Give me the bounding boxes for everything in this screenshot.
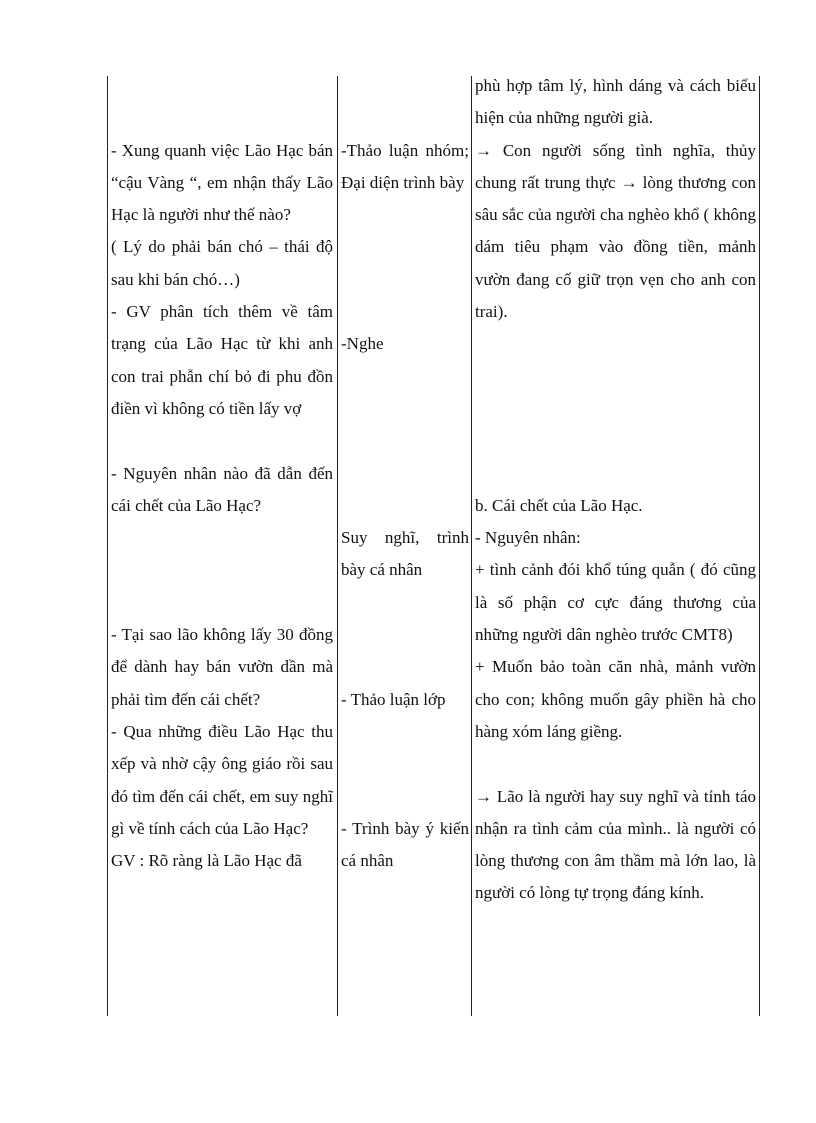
table-divider-2 xyxy=(471,76,472,1016)
activity-individual-think: Suy nghĩ, trình bày cá nhân xyxy=(341,528,469,580)
table-border-left xyxy=(107,76,108,1016)
content-psychology: phù hợp tâm lý, hình dáng và cách biểu hiện của những người già. xyxy=(475,76,756,128)
question-hint: ( Lý do phải bán chó – thái độ sau khi bán chó…) xyxy=(111,237,333,289)
table-border-right xyxy=(759,76,760,1016)
teacher-note: GV : Rõ ràng là Lão Hạc đã xyxy=(111,851,302,871)
question-why-death: - Tại sao lão không lấy 30 đồng để dành hay bán vườn dần mà phải tìm đến cái chết? xyxy=(111,625,333,709)
column-teacher-activity xyxy=(111,70,333,877)
question-cause-of-death: - Nguyên nhân nào đã dẫn đến cái chết của Lão Hạc? xyxy=(111,463,333,515)
teacher-analysis: - GV phân tích thêm về tâm trạng của Lão Hạc từ khi anh con trai phẫn chí bỏ đi phu đồn điền vì không có tiền lấy vợ xyxy=(111,302,333,418)
content-cause-1: + tình cảnh đói khổ túng quẫn ( đó cũng là số phận cơ cực đáng thương của những người dân nghèo trước CMT8) xyxy=(475,560,756,645)
content-cause-2: + Muốn bảo toàn căn nhà, mảnh vườn cho con; không muốn gây phiền hà cho hàng xóm láng giềng. xyxy=(475,657,756,741)
table-divider-1 xyxy=(337,76,338,1016)
activity-individual-present: - Trình bày ý kiến cá nhân xyxy=(341,818,469,871)
activity-group-discussion: -Thảo luận nhóm; Đại diện trình bày xyxy=(341,140,469,192)
question-cau-vang: - Xung quanh việc Lão Hạc bán “cậu Vàng “, em nhận thấy Lão Hạc là người như thế nào? xyxy=(111,140,333,225)
content-conclusion-2: → Lão là người hay suy nghĩ và tỉnh táo nhận ra tình cảm của mình.. là người có lòng thương con âm thầm mà lớn lao, là người có lòng tự trọng đáng kính. xyxy=(475,786,756,903)
activity-listen: -Nghe xyxy=(341,334,384,354)
question-character: - Qua những điều Lão Hạc thu xếp và nhờ cậy ông giáo rồi sau đó tìm đến cái chết, em suy nghĩ gì về tính cách của Lão Hạc? xyxy=(111,721,333,838)
activity-class-discussion: - Thảo luận lớp xyxy=(341,689,446,709)
column-content xyxy=(475,70,756,910)
content-conclusion-1: → Con người sống tình nghĩa, thủy chung rất trung thực → lòng thương con sâu sắc của người cha nghèo khổ ( không dám tiêu phạm vào đồng tiền, mảnh vườn đang cố giữ trọn vẹn cho anh con trai). xyxy=(475,140,756,322)
column-student-activity xyxy=(341,70,469,877)
section-heading-death: b. Cái chết của Lão Hạc. xyxy=(475,495,643,515)
content-cause-label: - Nguyên nhân: xyxy=(475,528,581,548)
